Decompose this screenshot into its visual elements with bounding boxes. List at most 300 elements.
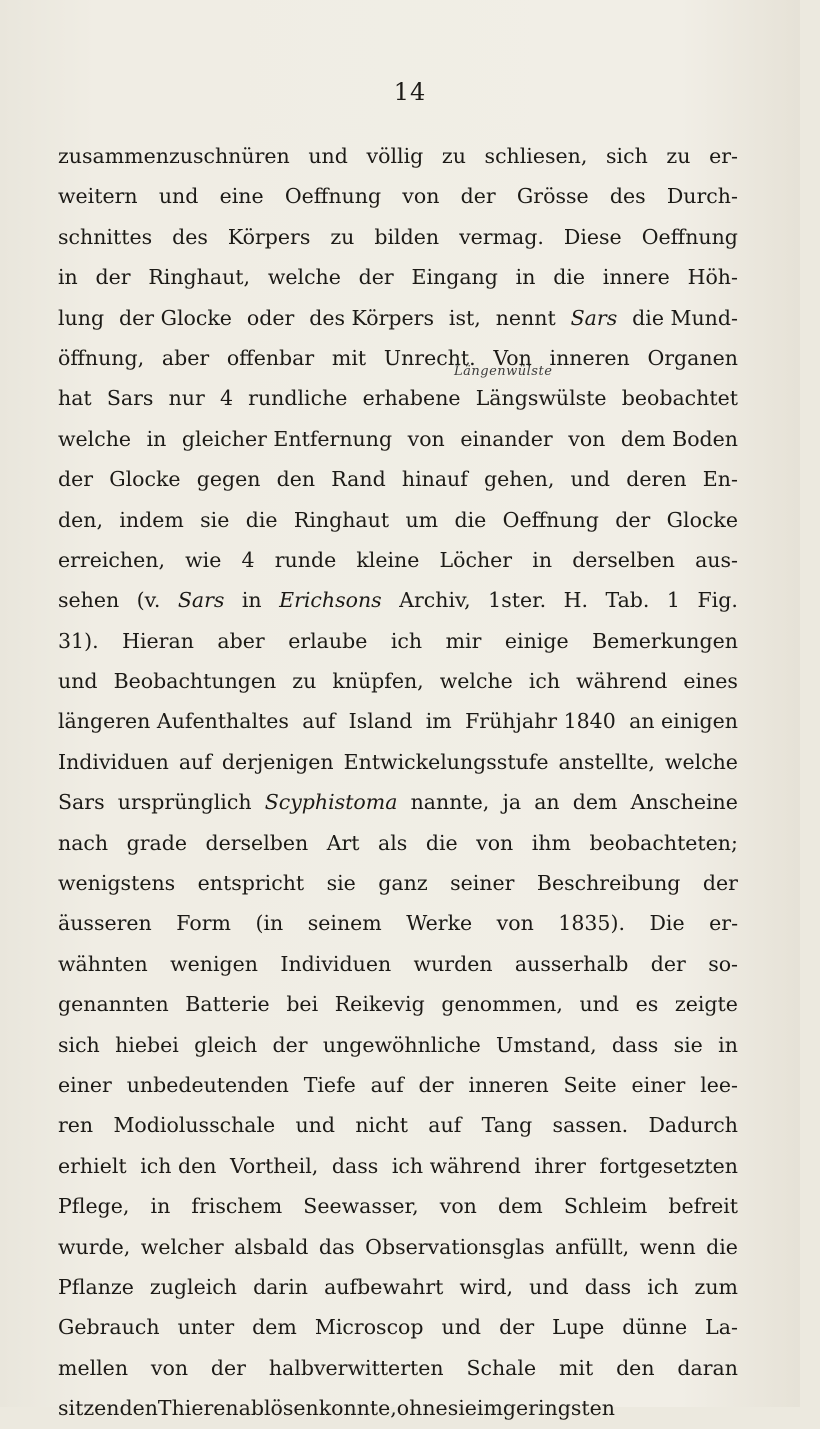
word: derselben [572,547,675,572]
word: Glocke [666,507,738,532]
word: oder [246,305,295,330]
word: kleine [356,547,420,572]
word: das [318,1234,355,1259]
text-line [58,1065,738,1105]
word: befreit [668,1194,738,1219]
handwritten-annotation: Längenwülste [454,364,553,380]
text-line [58,1348,738,1388]
word: halbverwitterten [268,1355,444,1380]
text-line [58,580,738,620]
word: im [425,709,452,734]
word: Pflege, [58,1194,130,1219]
word: Tab. [605,588,650,613]
word: einander [460,426,553,451]
word: ausserhalb [514,951,629,976]
word: die [454,507,487,532]
word: der Glocke [119,305,232,330]
word: (v. [136,588,161,613]
word: Sars [58,790,105,815]
word: nannte, [410,790,490,815]
word: der [58,467,94,492]
word: alsbald [234,1234,309,1259]
word: und [570,467,611,492]
word: ich während [391,1153,521,1178]
word: seinem [307,911,382,936]
word: Microscop [314,1315,424,1340]
word: Schale [466,1355,537,1380]
word: der [702,871,738,896]
word: wähnten [58,951,148,976]
page-number: 14 [393,78,427,106]
word: Batterie [185,992,270,1017]
word: sich [606,144,648,168]
word: beobachtet [621,386,738,411]
word: 1 [666,588,680,613]
word: grade [126,830,187,855]
word: Die [649,911,685,936]
word: der [460,184,496,209]
word: der [358,265,394,290]
word: ihm [531,830,571,855]
word: erreichen, [58,547,165,572]
word: vermag. [459,224,544,249]
word: 4 [241,547,255,572]
word: weitern [58,184,138,209]
word: gegen [196,467,261,492]
word: Organen [647,345,738,370]
word: mit [558,1355,594,1380]
word: 4 [219,386,233,411]
word: und [308,144,348,168]
word: Oeffnung [641,224,738,249]
word: inneren [549,345,630,370]
word: Entwickelungsstufe [343,749,549,774]
word: die Mund- [632,305,738,330]
word: unter [177,1315,235,1340]
word: Pflanze [58,1274,134,1299]
word: als [378,830,408,855]
word: den [276,467,316,492]
word: dass [611,1032,659,1057]
word: Hieran [122,628,194,653]
word: schnittes [58,224,153,249]
word: indem [119,507,184,532]
word: mir [445,628,482,653]
word: ist, [448,305,481,330]
text-line [58,863,738,903]
word: auf [302,709,336,734]
text-line [58,1025,738,1065]
word: Sars [106,386,154,411]
text-line [58,298,738,338]
word: Seewasser, [303,1194,419,1219]
word: Gebrauch [58,1315,160,1340]
word: Beobachtungen [113,669,277,694]
text-line [58,823,738,863]
word: der [499,1315,535,1340]
word: gleich [194,1032,258,1057]
word: welche [267,265,341,290]
word: dem [572,790,618,815]
text-line [58,459,738,499]
word: Grösse [516,184,589,209]
word: Erichsons [279,588,382,613]
word: ganz [378,871,428,896]
word: Ringhaut, [148,265,251,290]
word: dem [498,1194,543,1219]
word: nennt [495,305,556,330]
word: in [532,547,553,572]
word: des [172,224,208,249]
word: im [476,1396,503,1421]
word: wird, [459,1274,513,1299]
word: Lupe [552,1315,605,1340]
word: von [402,184,440,209]
word: ich den [140,1153,217,1178]
text-line [58,1146,738,1186]
word: Ringhaut [293,507,390,532]
word: zusammenzuschnüren [58,144,290,168]
word: und [58,669,98,694]
word: wurden [413,951,493,976]
word: des Körpers [309,305,434,330]
word: sehen [58,588,120,613]
word: innere [602,265,670,290]
word: schliesen, [484,144,588,168]
word: ren [58,1113,94,1138]
word: deren [626,467,687,492]
word: 31). [58,628,99,653]
text-line [58,1307,738,1347]
word: aber [217,628,265,653]
text-line [58,217,738,257]
word: der [210,1355,246,1380]
word: zu [441,144,466,168]
word: sie [447,1396,477,1421]
word: zu [292,669,317,694]
word: hat [58,386,92,411]
word: während [576,669,668,694]
text-line [58,338,738,378]
word: (in [255,911,284,936]
word: 1ster. [488,588,547,613]
word: Individuen [58,749,169,774]
text-line [58,944,738,984]
word: eines [683,669,738,694]
word: anstellte, [558,749,655,774]
word: anfüllt, [555,1234,630,1259]
word: Oeffnung [502,507,599,532]
word: wenigstens [58,871,176,896]
word: die [553,265,585,290]
word: öffnung, [58,345,145,370]
word: ich [390,628,423,653]
word: von [476,830,514,855]
word: um [405,507,439,532]
word: zugleich [149,1274,237,1299]
text-line [58,621,738,661]
word: derjenigen [221,749,334,774]
word: Seite [563,1072,617,1097]
word: Island [348,709,413,734]
word: der [95,265,131,290]
word: ablösen [238,1396,319,1421]
word: sie [200,507,230,532]
word: hiebei [115,1032,179,1057]
word: die [706,1234,738,1259]
word: in [58,265,78,290]
word: Anscheine [630,790,738,815]
word: von [439,1194,477,1219]
word: darin [253,1274,308,1299]
text-line [58,984,738,1024]
text-line [58,257,738,297]
word: Sars [570,305,618,330]
word: welcher [140,1234,224,1259]
body-text [58,136,738,1429]
word: Unrecht. [383,345,476,370]
word: erhabene [362,386,461,411]
word: Observationsglas [365,1234,545,1259]
word: ja [502,790,522,815]
word: auf [370,1072,404,1097]
word: der [615,507,651,532]
text-line [58,1388,738,1428]
word: dünne [622,1315,688,1340]
word: gleicher Entfernung [181,426,393,451]
word: mit [331,345,367,370]
word: nach [58,830,109,855]
word: sie [326,871,356,896]
word: derselben [205,830,309,855]
word: und [529,1274,569,1299]
word: einer [58,1072,112,1097]
word: er- [709,911,738,936]
word: Form [176,911,231,936]
text-line [58,782,738,822]
text-line [58,176,738,216]
word: Glocke [109,467,181,492]
word: entspricht [197,871,305,896]
word: einer [631,1072,686,1097]
word: wenn [639,1234,696,1259]
word: aber [161,345,210,370]
word: so- [708,951,738,976]
word: Art [326,830,360,855]
word: ohne [396,1396,448,1421]
word: Bemerkungen [592,628,738,653]
text-line [58,742,738,782]
word: 1835). [558,911,625,936]
word: in [718,1032,738,1057]
word: Frühjahr 1840 [465,709,616,734]
word: Scyphistoma [264,790,398,815]
text-line [58,903,738,943]
word: Archiv, [399,588,471,613]
word: die [245,507,278,532]
word: der [650,951,686,976]
word: sich [58,1032,100,1057]
word: inneren [468,1072,549,1097]
word: von [407,426,445,451]
text-line [58,1267,738,1307]
word: es [635,992,659,1017]
word: Durch- [666,184,738,209]
text-line [58,136,738,176]
word: konnte, [318,1396,397,1421]
word: La- [705,1315,738,1340]
word: ich [647,1274,679,1299]
word: welche [58,426,132,451]
word: genommen, [441,992,563,1017]
word: Beschreibung [536,871,681,896]
word: genannten [58,992,169,1017]
word: die [425,830,458,855]
word: ursprünglich [117,790,252,815]
word: Diese [563,224,622,249]
word: an [534,790,560,815]
word: Höh- [687,265,738,290]
word: H. [563,588,589,613]
word: sassen. [552,1113,629,1138]
word: eine [219,184,264,209]
word: Rand [331,467,386,492]
word: in [150,1194,171,1219]
word: Fig. [697,588,738,613]
word: des [609,184,646,209]
text-line [58,1105,738,1145]
word: völlig [366,144,424,168]
word: Tiefe [303,1072,356,1097]
text-line [58,1227,738,1267]
word: dem [252,1315,297,1340]
word: von [496,911,534,936]
word: unbedeutenden [126,1072,289,1097]
word: und [579,992,620,1017]
word: auf [178,749,212,774]
word: runde [274,547,337,572]
word: nur [168,386,205,411]
word: aus- [695,547,738,572]
word: ich [528,669,561,694]
word: wenigen [170,951,259,976]
word: Werke [406,911,473,936]
word: bilden [374,224,440,249]
word: in [515,265,536,290]
text-line [58,419,738,459]
word: Oeffnung [284,184,382,209]
word: Schleim [563,1194,648,1219]
word: hinauf [401,467,468,492]
word: mellen [58,1355,129,1380]
word: der [418,1072,454,1097]
word: an einigen [629,709,738,734]
word: längeren Aufenthaltes [58,709,289,734]
word: ungewöhnliche [322,1032,481,1057]
text-line [58,661,738,701]
word: Vortheil, [230,1153,319,1178]
word: wurde, [58,1234,131,1259]
word: sitzenden [58,1396,158,1421]
text-line [58,540,738,580]
word: knüpfen, [332,669,424,694]
word: erlaube [288,628,368,653]
word: zum [694,1274,738,1299]
word: Modiolusschale [113,1113,276,1138]
word: und [295,1113,336,1138]
word: er- [709,144,738,168]
word: Sars [177,588,225,613]
word: ihrer [534,1153,586,1178]
text-line [58,378,738,418]
word: zu [666,144,691,168]
word: rundliche [248,386,348,411]
word: fortgesetzten [599,1153,738,1178]
word: äusseren [58,911,152,936]
word: der [272,1032,308,1057]
word: und [441,1315,482,1340]
word: welche [664,749,738,774]
word: dass [331,1153,379,1178]
word: Längswülste [475,386,607,411]
word: Löcher [439,547,513,572]
word: erhielt [58,1153,127,1178]
word: in [146,426,167,451]
word: Umstand, [496,1032,597,1057]
word: von [150,1355,189,1380]
word: En- [702,467,738,492]
word: Von [493,345,532,370]
word: Tang [481,1113,533,1138]
word: lung [58,305,105,330]
word: aufbewahrt [324,1274,444,1299]
word: bei [286,992,319,1017]
word: sie [673,1032,703,1057]
text-line [58,500,738,540]
word: auf [428,1113,462,1138]
word: wie [185,547,222,572]
word: Dadurch [648,1113,738,1138]
word: zu [330,224,355,249]
word: lee- [700,1072,738,1097]
text-line [58,701,738,741]
word: Körpers [227,224,311,249]
text-line [58,1186,738,1226]
word: dem Boden [620,426,738,451]
word: Reikevig [334,992,425,1017]
word: von [568,426,606,451]
word: frischem [191,1194,283,1219]
word: beobachteten; [589,830,738,855]
word: Eingang [411,265,498,290]
word: dass [584,1274,632,1299]
word: offenbar [226,345,315,370]
word: nicht [355,1113,408,1138]
word: welche [439,669,513,694]
word: und [158,184,199,209]
word: den, [58,507,103,532]
word: den [616,1355,655,1380]
word: einige [504,628,569,653]
word: daran [677,1355,738,1380]
word: gehen, [484,467,555,492]
word: zeigte [674,992,738,1017]
word: seiner [450,871,515,896]
word: geringsten [502,1396,615,1421]
word: in [241,588,262,613]
word: Thieren [157,1396,239,1421]
word: Individuen [280,951,392,976]
